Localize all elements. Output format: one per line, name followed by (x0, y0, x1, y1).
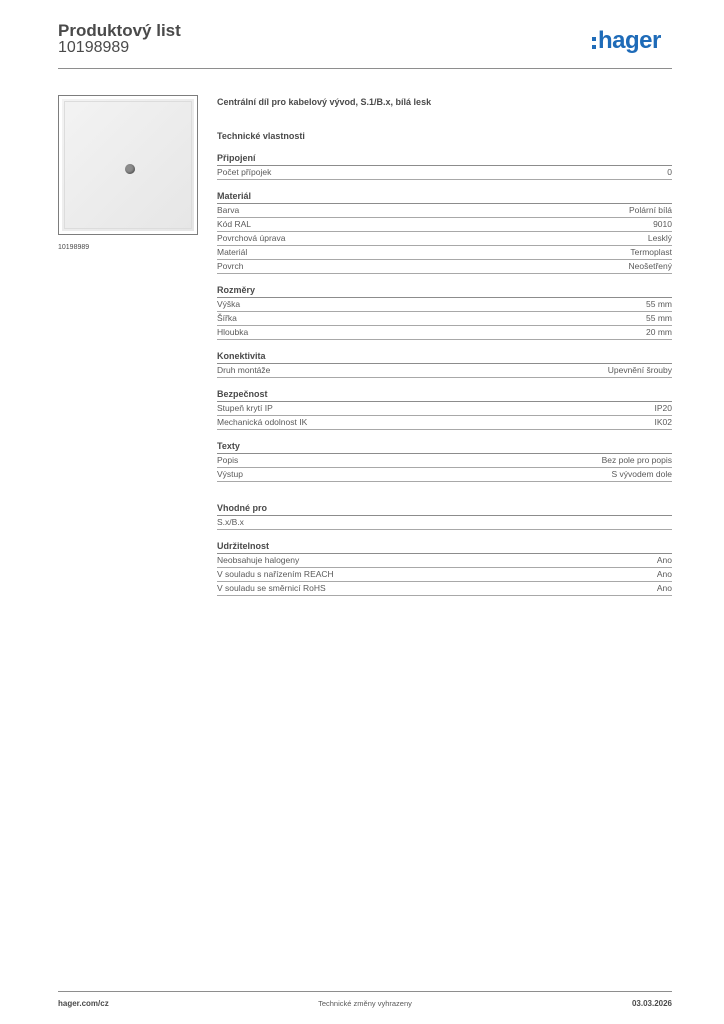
spec-row (217, 582, 672, 596)
spec-label: S.x/B.x (217, 517, 244, 527)
logo-dots-icon (592, 37, 596, 49)
footer (58, 991, 672, 1008)
section-title: Materiál (217, 190, 672, 204)
spec-label: Šířka (217, 313, 237, 323)
spec-label: Neobsahuje halogeny (217, 555, 300, 565)
spec-label: Kód RAL (217, 219, 252, 229)
spec-row (217, 568, 672, 582)
spec-section (217, 152, 672, 180)
spec-row (217, 468, 672, 482)
spec-label: Materiál (217, 247, 248, 257)
spec-row (217, 516, 672, 530)
spec-section (217, 284, 672, 340)
spec-row (217, 298, 672, 312)
spec-row (217, 204, 672, 218)
spec-value: Polární bílá (629, 205, 672, 215)
document-title: Produktový list (58, 21, 181, 40)
spec-label: Barva (217, 205, 240, 215)
section-title: Texty (217, 440, 672, 454)
spec-row (217, 166, 672, 180)
spec-row (217, 364, 672, 378)
spec-section (217, 502, 672, 530)
spec-value: 55 mm (646, 299, 672, 309)
spec-value: Ano (656, 583, 672, 593)
spec-value: Lesklý (647, 233, 672, 243)
section-title: Bezpečnost (217, 388, 672, 402)
header-divider (58, 68, 672, 69)
spec-value: Upevnění šrouby (607, 365, 672, 375)
section-title: Rozměry (217, 284, 672, 298)
section-title: Vhodné pro (217, 502, 672, 516)
spec-label: V souladu se směrnicí RoHS (217, 583, 326, 593)
section-title: Připojení (217, 152, 672, 166)
spec-label: Popis (217, 455, 239, 465)
spec-section (217, 350, 672, 378)
logo-text: hager (598, 27, 661, 54)
spec-value: Ano (656, 569, 672, 579)
spec-row (217, 232, 672, 246)
spec-label: Počet přípojek (217, 167, 272, 177)
spec-value: S vývodem dole (611, 469, 672, 479)
spec-label: Stupeň krytí IP (217, 403, 273, 413)
spec-row (217, 402, 672, 416)
hager-logo (592, 27, 661, 55)
footer-date: 03.03.2026 (631, 999, 672, 1008)
spec-label: Mechanická odolnost IK (217, 417, 308, 427)
product-image-plate (62, 99, 194, 231)
spec-value: Termoplast (630, 247, 672, 257)
spec-value: Bez pole pro popis (601, 455, 672, 465)
spec-value: Ano (656, 555, 672, 565)
spec-row (217, 246, 672, 260)
spec-section (217, 540, 672, 596)
spec-row (217, 454, 672, 468)
footer-website: hager.com/cz (58, 999, 109, 1008)
spec-row (217, 260, 672, 274)
product-image (58, 95, 198, 235)
spec-value: Neošetřený (628, 261, 672, 271)
product-number: 10198989 (58, 39, 130, 56)
spec-label: Výška (217, 299, 241, 309)
spec-value: 9010 (653, 219, 672, 229)
section-title: Konektivita (217, 350, 672, 364)
spec-label: Výstup (217, 469, 243, 479)
spec-section (217, 440, 672, 482)
spec-value: 20 mm (646, 327, 672, 337)
spec-label: Hloubka (217, 327, 249, 337)
spec-label: Povrch (217, 261, 244, 271)
spec-row (217, 312, 672, 326)
spec-row (217, 218, 672, 232)
spec-row (217, 326, 672, 340)
spec-value: 55 mm (646, 313, 672, 323)
spec-value: 0 (667, 167, 672, 177)
section-title: Udržitelnost (217, 540, 672, 554)
spec-row (217, 554, 672, 568)
spec-content (217, 96, 672, 596)
cable-outlet-hole-icon (125, 164, 135, 174)
technical-properties-heading: Technické vlastnosti (217, 131, 305, 141)
spec-label: Povrchová úprava (217, 233, 286, 243)
spec-value: IP20 (654, 403, 672, 413)
spec-label: V souladu s nařízením REACH (217, 569, 334, 579)
spec-row (217, 416, 672, 430)
footer-disclaimer: Technické změny vyhrazeny (318, 999, 412, 1008)
spec-section (217, 190, 672, 274)
product-name: Centrální díl pro kabelový vývod, S.1/B.x, bílá lesk (217, 97, 432, 107)
spec-value: IK02 (654, 417, 672, 427)
spec-label: Druh montáže (217, 365, 271, 375)
spec-sections (217, 152, 672, 596)
spec-section (217, 388, 672, 430)
product-image-caption: 10198989 (58, 244, 90, 251)
